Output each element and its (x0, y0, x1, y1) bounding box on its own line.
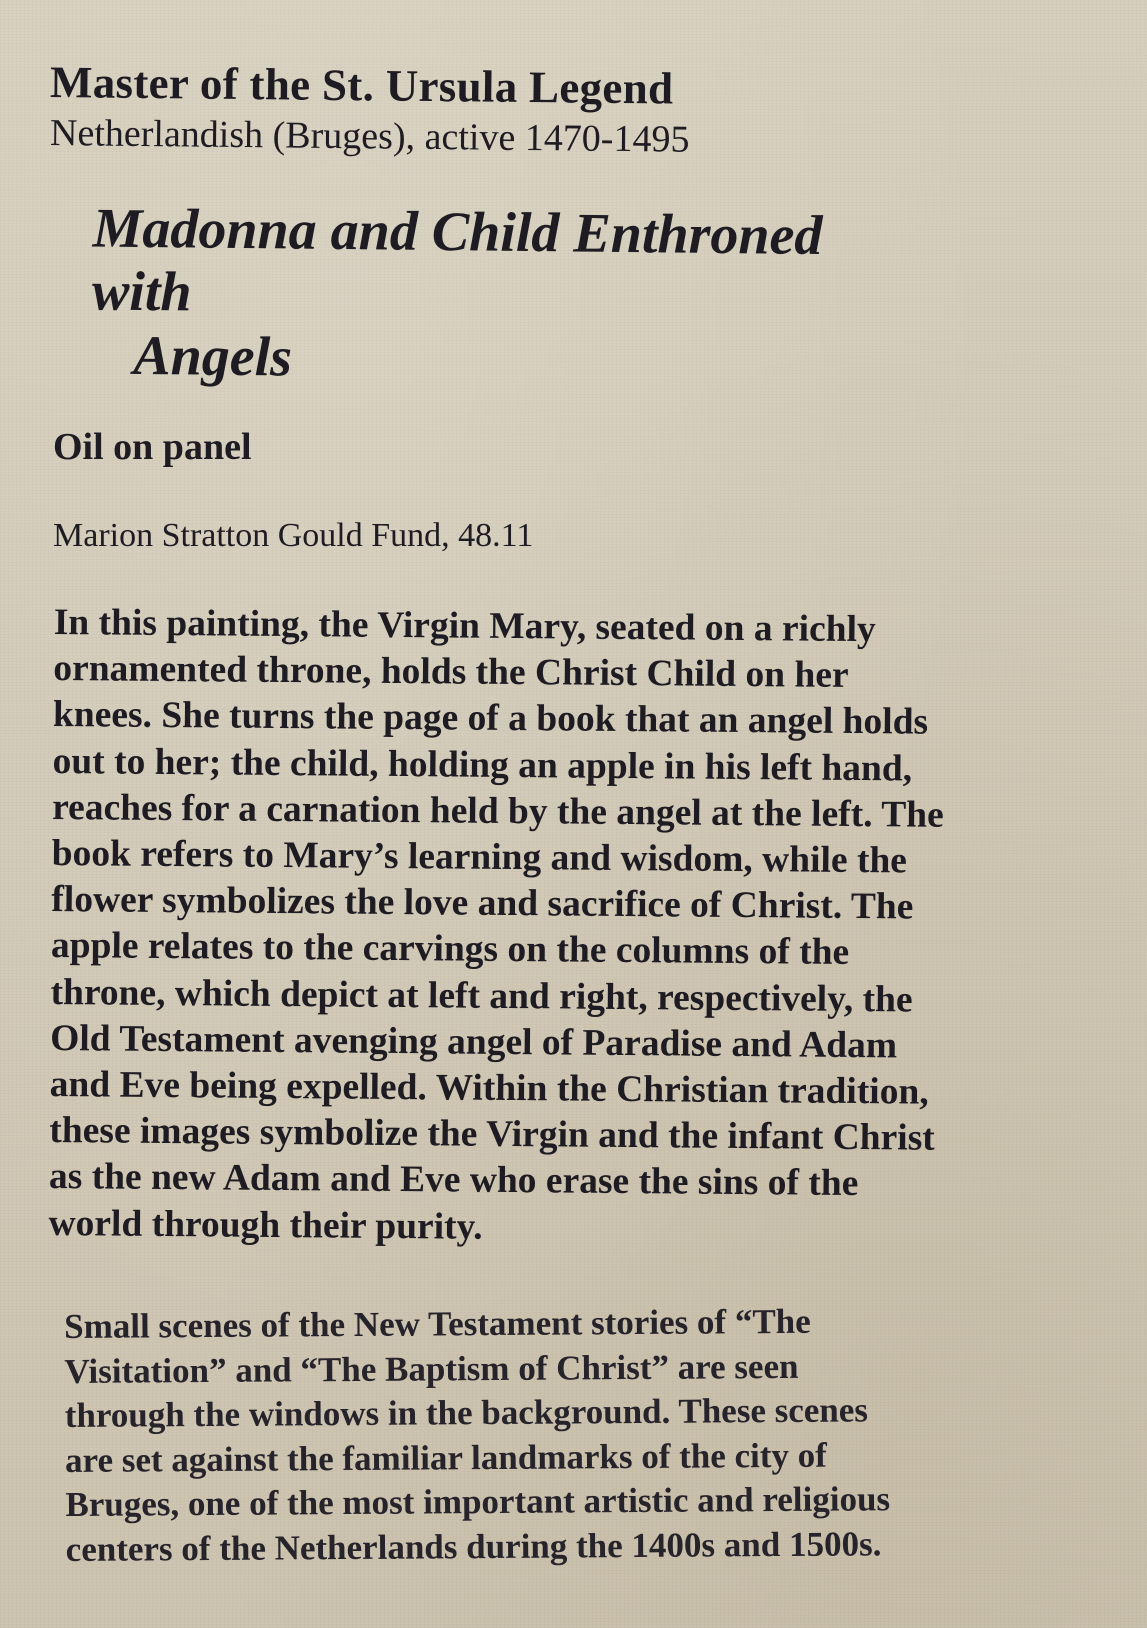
artwork-medium: Oil on panel (53, 425, 252, 468)
description-line: as the new Adam and Eve who erase the sins of the (48, 1156, 859, 1205)
description-line: are set against the familiar landmarks of the city of (64, 1435, 828, 1480)
description-line: through the windows in the background. These scenes (64, 1390, 869, 1436)
description-line: reaches for a carnation held by the angel at the left. The (52, 786, 944, 836)
description-line: knees. She turns the page of a book that an angel holds (52, 694, 929, 744)
description-line: book refers to Mary’s learning and wisdom, while the (51, 833, 908, 882)
description-line: apple relates to the carvings on the columns of the (50, 925, 850, 974)
artist-name: Master of the St. Ursula Legend (49, 57, 674, 114)
description-line: Visitation” and “The Baptism of Christ” are seen (64, 1346, 799, 1391)
description-line: Bruges, one of the most important artistic and religious (65, 1479, 891, 1525)
artwork-title (49, 197, 931, 396)
artist-nationality-dates: Netherlandish (Bruges), active 1470-1495 (49, 111, 690, 161)
description-line: centers of the Netherlands during the 1400s and 1500s. (65, 1523, 882, 1569)
description-line: ornamented throne, holds the Christ Child on her (53, 648, 849, 697)
description-line: Small scenes of the New Testament stories of “The (64, 1301, 811, 1347)
description-line: world through their purity. (48, 1202, 483, 1248)
description-paragraph-1 (48, 600, 1029, 1255)
description-line: In this painting, the Virgin Mary, seated on a richly (53, 602, 876, 651)
credit-line: Marion Stratton Gould Fund, 48.11 (53, 516, 534, 554)
description-line: Old Testament avenging angel of Paradise and Adam (49, 1017, 898, 1067)
description-paragraph-2 (64, 1298, 1006, 1572)
description-line: these images symbolize the Virgin and the infant Christ (49, 1110, 935, 1160)
description-line: and Eve being expelled. Within the Christian tradition, (49, 1064, 929, 1113)
description-line: flower symbolizes the love and sacrifice of Christ. The (51, 879, 914, 928)
description-line: out to her; the child, holding an apple in his left hand, (52, 740, 913, 790)
description-line: throne, which depict at left and right, respectively, the (50, 971, 913, 1021)
artwork-title-line-2: Angels (133, 324, 293, 389)
artwork-title-line-1: Madonna and Child Enthroned with (91, 197, 823, 324)
